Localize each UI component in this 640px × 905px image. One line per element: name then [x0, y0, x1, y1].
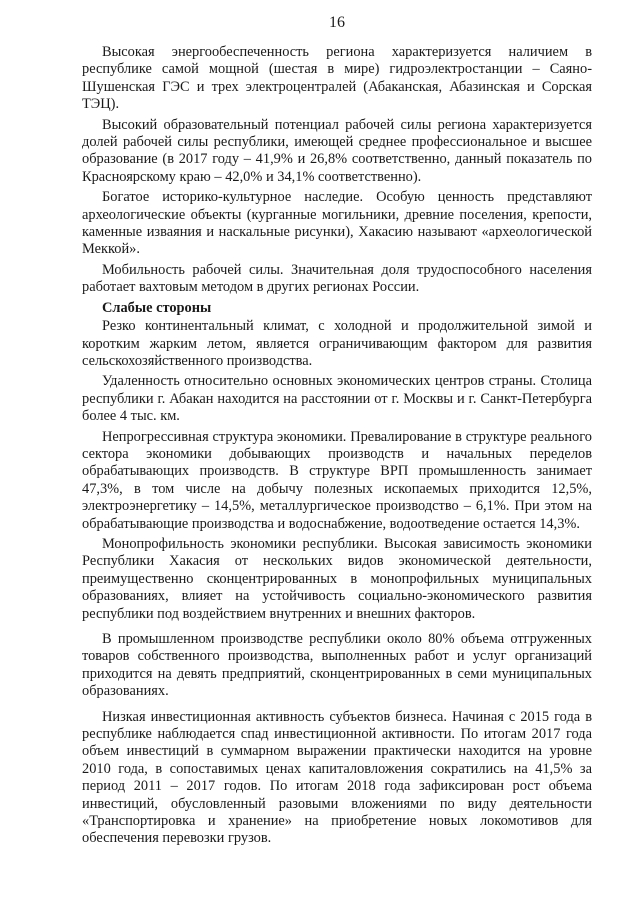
- paragraph-remoteness: Удаленность относительно основных экономических центров страны. Столица республики г. Абакан находится на расстоянии от г. Москвы и г. Санкт-Петербурга более 4 тыс. км.: [82, 373, 592, 425]
- paragraph-industry-concentration: В промышленном производстве республики около 80% объема отгруженных товаров собственного производства, выполненных работ и услуг организаций приходится на девять предприятий, сконцентрированных в семи муниципальных образованиях.: [82, 631, 592, 700]
- paragraph-energy: Высокая энергообеспеченность региона характеризуется наличием в республике самой мощной (шестая в мире) гидроэлектростанции – Саяно-Шушенская ГЭС и трех электроцентралей (Абаканская, Абазинская и Сорская ТЭЦ).: [82, 44, 592, 113]
- paragraph-climate: Резко континентальный климат, с холодной и продолжительной зимой и коротким жарким летом, является ограничивающим фактором для развития сельскохозяйственного производства.: [82, 318, 592, 369]
- body-text: [82, 44, 592, 851]
- paragraph-economy-structure: Непрогрессивная структура экономики. Превалирование в структуре реального сектора экономики добывающих производств и начальных переделов обрабатывающих производств. В структуре ВРП промышленность занимает 47,3%, в том числе на добычу полезных ископаемых приходится 12,5%, электроэнергетику – 14,5%, металлургическое производство – 6,1%. При этом на обрабатывающие производства и водоснабжение, водоотведение остается 14,3%.: [82, 428, 592, 532]
- paragraph-heritage: Богатое историко-культурное наследие. Особую ценность представляют археологические объекты (курганные могильники, древние поселения, крепости, каменные изваяния и наскальные рисунки), Хакасию называют «археологической Меккой».: [82, 189, 592, 258]
- paragraph-monoprofile: Монопрофильность экономики республики. Высокая зависимость экономики Республики Хакасия от нескольких видов экономической деятельности, преимущественно сконцентрированных в монопрофильных муниципальных образованиях, влияет на устойчивость социально-экономического развития республики под воздействием внутренних и внешних факторов.: [82, 535, 592, 622]
- paragraph-mobility: Мобильность рабочей силы. Значительная доля трудоспособного населения работает вахтовым методом в других регионах России.: [82, 261, 592, 296]
- page-number: 16: [329, 14, 345, 31]
- paragraph-education: Высокий образовательный потенциал рабочей силы региона характеризуется долей рабочей силы республики, имеющей среднее профессиональное и высшее образование (в 2017 году – 41,9% и 26,8% соответственно, данный показатель по Красноярскому краю – 42,0% и 34,1% соответственно).: [82, 116, 592, 185]
- paragraph-investment: Низкая инвестиционная активность субъектов бизнеса. Начиная с 2015 года в республике наблюдается спад инвестиционной активности. По итогам 2017 года объем инвестиций в суммарном выражении практически находится на уровне 2010 года, в сопоставимых ценах капиталовложения сократились на 41,5% за период 2011 – 2017 годов. По итогам 2018 года зафиксирован рост объема инвестиций, обусловленный разовыми вложениями по виду деятельности «Транспортировка и хранение» на приобретение новых локомотивов для обеспечения перевозки грузов.: [82, 708, 592, 847]
- section-heading-weaknesses: Слабые стороны: [102, 299, 212, 316]
